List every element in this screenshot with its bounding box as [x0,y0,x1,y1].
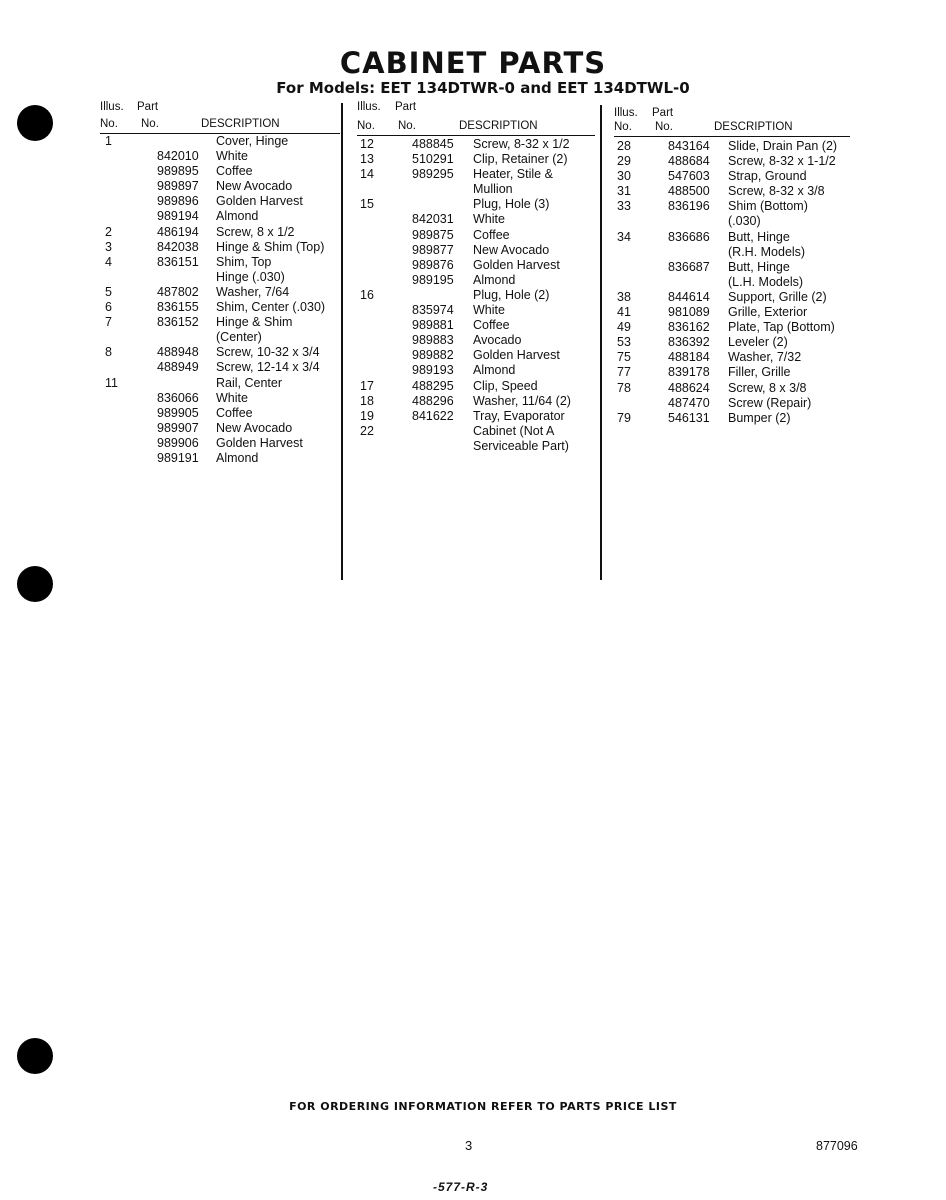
parts-row [100,134,340,149]
part-number: 989195 [412,272,454,287]
parts-row [614,411,850,426]
parts-row [614,154,850,169]
ordering-note: FOR ORDERING INFORMATION REFER TO PARTS PRICE LIST [289,1100,677,1113]
parts-column-1 [100,100,340,466]
part-description: Coffee [216,405,253,420]
column-header [357,100,595,134]
header-part: Part [652,107,674,119]
part-number: 836687 [668,259,710,274]
header-description: DESCRIPTION [201,118,280,130]
parts-row [614,139,850,154]
parts-row [614,230,850,245]
part-description: Support, Grille (2) [728,289,827,304]
part-number: 989295 [412,167,454,182]
parts-row [614,335,850,350]
illus-number: 30 [617,169,631,184]
part-number: 488295 [412,378,454,393]
parts-row [100,421,340,436]
parts-row [357,348,595,363]
part-number: 836196 [668,199,710,214]
parts-row [357,333,595,348]
part-number: 843164 [668,139,710,153]
parts-row [357,243,595,258]
illus-number: 1 [105,134,112,148]
illus-number: 11 [105,375,118,390]
part-number: 546131 [668,410,710,425]
punch-hole-middle [17,566,53,602]
header-description: DESCRIPTION [459,120,538,132]
part-number: 841622 [412,408,454,423]
parts-row [357,258,595,273]
illus-number: 53 [617,335,631,350]
illus-number: 16 [360,287,374,302]
part-description: Hinge & Shim [216,315,293,330]
part-number: 488500 [668,184,710,199]
illus-number: 79 [617,410,631,425]
part-description: Shim, Center (.030) [216,300,326,315]
part-description: Hinge (.030) [216,269,285,284]
part-number: 488684 [668,154,710,169]
header-part: Part [395,101,417,113]
part-description: Leveler (2) [728,335,788,350]
part-number: 989875 [412,227,454,242]
part-description: Almond [216,209,259,224]
parts-row [614,320,850,335]
parts-row [614,381,850,396]
part-description: White [473,303,505,318]
part-number: 488296 [412,393,454,408]
parts-row [357,318,595,333]
page-title: CABINET PARTS [339,46,607,80]
parts-row [100,179,340,194]
parts-row [357,288,595,303]
parts-column-3 [614,100,850,426]
punch-hole-bottom [17,1038,53,1074]
illus-number: 17 [360,378,374,393]
illus-number: 14 [360,167,374,182]
parts-row [357,363,595,378]
part-description: Mullion [473,182,513,197]
page-number: 3 [465,1138,473,1153]
illus-number: 15 [360,197,374,212]
parts-row [100,149,340,164]
part-number: 989193 [412,363,454,378]
part-number: 844614 [668,289,710,304]
part-description: Plug, Hole (3) [473,197,550,212]
header-illus-no: No. [357,120,375,132]
part-description: Plate, Tap (Bottom) [728,320,835,335]
part-description: Bumper (2) [728,410,791,425]
parts-rows [357,137,595,454]
parts-row [100,451,340,466]
part-description: Tray, Evaporator [473,408,565,423]
document-number: 877096 [816,1139,858,1153]
part-description: Butt, Hinge [728,259,790,274]
parts-row [100,391,340,406]
part-description: Almond [216,450,259,465]
parts-row [357,424,595,439]
part-description: Heater, Stile & [473,167,553,182]
part-number: 989194 [157,209,199,224]
part-number: 487802 [157,284,199,299]
part-number: 836155 [157,300,199,315]
part-number: 836151 [157,254,199,269]
header-part-no: No. [655,121,673,133]
parts-row [357,273,595,288]
part-description: (Center) [216,330,262,345]
parts-row [100,270,340,285]
parts-row [357,137,595,152]
part-number: 989905 [157,405,199,420]
illus-number: 29 [617,154,631,169]
parts-row [614,260,850,275]
parts-row [100,209,340,224]
illus-number: 75 [617,350,631,365]
part-description: Almond [473,363,516,378]
header-illus-no: No. [614,121,632,133]
illus-number: 2 [105,224,112,239]
punch-hole-top [17,105,53,141]
parts-row [614,199,850,214]
parts-row [100,315,340,330]
header-rule [614,136,850,137]
parts-row [100,406,340,421]
part-description: Shim, Top [216,254,272,269]
parts-row [100,194,340,209]
part-description: Serviceable Part) [473,438,569,453]
illus-number: 78 [617,380,631,395]
part-description: Plug, Hole (2) [473,287,550,302]
part-description: Washer, 7/64 [216,284,290,299]
header-rule [357,135,595,136]
parts-row [614,169,850,184]
part-description: Coffee [216,164,253,179]
parts-row [100,436,340,451]
part-description: Slide, Drain Pan (2) [728,139,838,153]
parts-row [614,214,850,229]
part-number: 836162 [668,320,710,335]
header-illus: Illus. [614,107,638,119]
illus-number: 19 [360,408,374,423]
part-description: Strap, Ground [728,169,807,184]
parts-row [100,164,340,179]
part-number: 488949 [157,360,199,375]
parts-row [100,360,340,375]
parts-row [100,376,340,391]
part-number: 989877 [412,242,454,257]
illus-number: 6 [105,300,112,315]
part-number: 836392 [668,335,710,350]
part-number: 510291 [412,152,454,167]
part-description: Cover, Hinge [216,134,289,148]
parts-row [357,197,595,212]
illus-number: 22 [360,423,374,438]
part-description: Almond [473,272,516,287]
parts-row [614,184,850,199]
part-number: 836066 [157,390,199,405]
part-number: 842038 [157,239,199,254]
part-description: Screw, 8 x 3/8 [728,380,807,395]
part-description: (L.H. Models) [728,274,804,289]
parts-row [357,409,595,424]
parts-row [614,275,850,290]
part-description: Hinge & Shim (Top) [216,239,325,254]
header-part: Part [137,101,159,113]
part-description: Screw, 12-14 x 3/4 [216,360,320,375]
part-number: 989882 [412,348,454,363]
parts-row [357,379,595,394]
illus-number: 33 [617,199,631,214]
parts-row [100,345,340,360]
part-number: 981089 [668,305,710,320]
part-number: 989906 [157,435,199,450]
part-description: Coffee [473,318,510,333]
part-number: 842010 [157,149,199,164]
parts-row [614,396,850,411]
illus-number: 12 [360,137,374,151]
part-number: 842031 [412,212,454,227]
illus-number: 41 [617,305,631,320]
part-description: Filler, Grille [728,365,791,380]
part-number: 547603 [668,169,710,184]
header-part-no: No. [141,118,159,130]
part-number: 486194 [157,224,199,239]
part-number: 989897 [157,179,199,194]
column-header [614,100,850,134]
header-part-no: No. [398,120,416,132]
part-description: Golden Harvest [473,348,560,363]
part-number: 835974 [412,303,454,318]
part-description: Screw, 10-32 x 3/4 [216,345,320,360]
part-number: 488184 [668,350,710,365]
part-description: New Avocado [216,179,293,194]
header-description: DESCRIPTION [714,121,793,133]
parts-row [100,240,340,255]
part-description: Clip, Speed [473,378,538,393]
part-description: Coffee [473,227,510,242]
parts-row [357,182,595,197]
part-description: Washer, 7/32 [728,350,802,365]
parts-row [614,350,850,365]
parts-rows [100,134,340,466]
part-description: White [216,149,248,164]
parts-rows [614,139,850,426]
parts-row [614,290,850,305]
part-number: 487470 [668,395,710,410]
part-number: 989883 [412,333,454,348]
column-header [100,100,340,134]
column-divider-2 [600,105,602,580]
part-description: (R.H. Models) [728,244,806,259]
part-description: Cabinet (Not A [473,423,555,438]
part-number: 989907 [157,420,199,435]
part-description: Golden Harvest [473,257,560,272]
parts-row [100,330,340,345]
part-description: New Avocado [216,420,293,435]
part-description: Screw (Repair) [728,395,812,410]
parts-row [357,212,595,227]
part-number: 989895 [157,164,199,179]
parts-column-2 [357,100,595,454]
header-illus: Illus. [100,101,124,113]
parts-row [357,439,595,454]
part-description: White [473,212,505,227]
part-number: 989191 [157,450,199,465]
illus-number: 3 [105,239,112,254]
parts-row [614,245,850,260]
part-number: 836152 [157,315,199,330]
part-number: 488845 [412,137,454,151]
part-description: Screw, 8-32 x 1-1/2 [728,154,836,169]
parts-row [100,225,340,240]
illus-number: 18 [360,393,374,408]
handwritten-stamp: -577-R-3 [433,1180,489,1194]
part-description: Butt, Hinge [728,229,790,244]
parts-row [357,228,595,243]
illus-number: 49 [617,320,631,335]
illus-number: 4 [105,254,112,269]
part-number: 488948 [157,345,199,360]
column-divider-1 [341,103,343,580]
part-description: Washer, 11/64 (2) [473,393,571,408]
parts-row [100,300,340,315]
illus-number: 5 [105,284,112,299]
parts-row [100,255,340,270]
parts-row [100,285,340,300]
illus-number: 7 [105,315,112,330]
illus-number: 28 [617,139,631,153]
models-subtitle: For Models: EET 134DTWR-0 and EET 134DTWL-0 [276,79,690,97]
part-number: 989876 [412,257,454,272]
illus-number: 13 [360,152,374,167]
parts-row [357,394,595,409]
part-description: (.030) [728,214,761,229]
part-description: Screw, 8-32 x 3/8 [728,184,825,199]
parts-row [357,152,595,167]
parts-row [614,365,850,380]
part-description: New Avocado [473,242,550,257]
part-number: 839178 [668,365,710,380]
illus-number: 8 [105,345,112,360]
part-description: Screw, 8-32 x 1/2 [473,137,570,151]
part-number: 488624 [668,380,710,395]
parts-row [357,303,595,318]
illus-number: 31 [617,184,631,199]
header-illus-no: No. [100,118,118,130]
part-description: Grille, Exterior [728,305,808,320]
part-description: Golden Harvest [216,194,303,209]
parts-row [614,305,850,320]
part-description: Golden Harvest [216,435,303,450]
illus-number: 77 [617,365,631,380]
parts-row [357,167,595,182]
header-illus: Illus. [357,101,381,113]
part-description: Avocado [473,333,522,348]
part-description: Screw, 8 x 1/2 [216,224,295,239]
part-description: Clip, Retainer (2) [473,152,568,167]
part-description: Shim (Bottom) [728,199,808,214]
part-number: 836686 [668,229,710,244]
part-description: Rail, Center [216,375,282,390]
part-number: 989881 [412,318,454,333]
illus-number: 38 [617,289,631,304]
part-number: 989896 [157,194,199,209]
illus-number: 34 [617,229,631,244]
part-description: White [216,390,248,405]
